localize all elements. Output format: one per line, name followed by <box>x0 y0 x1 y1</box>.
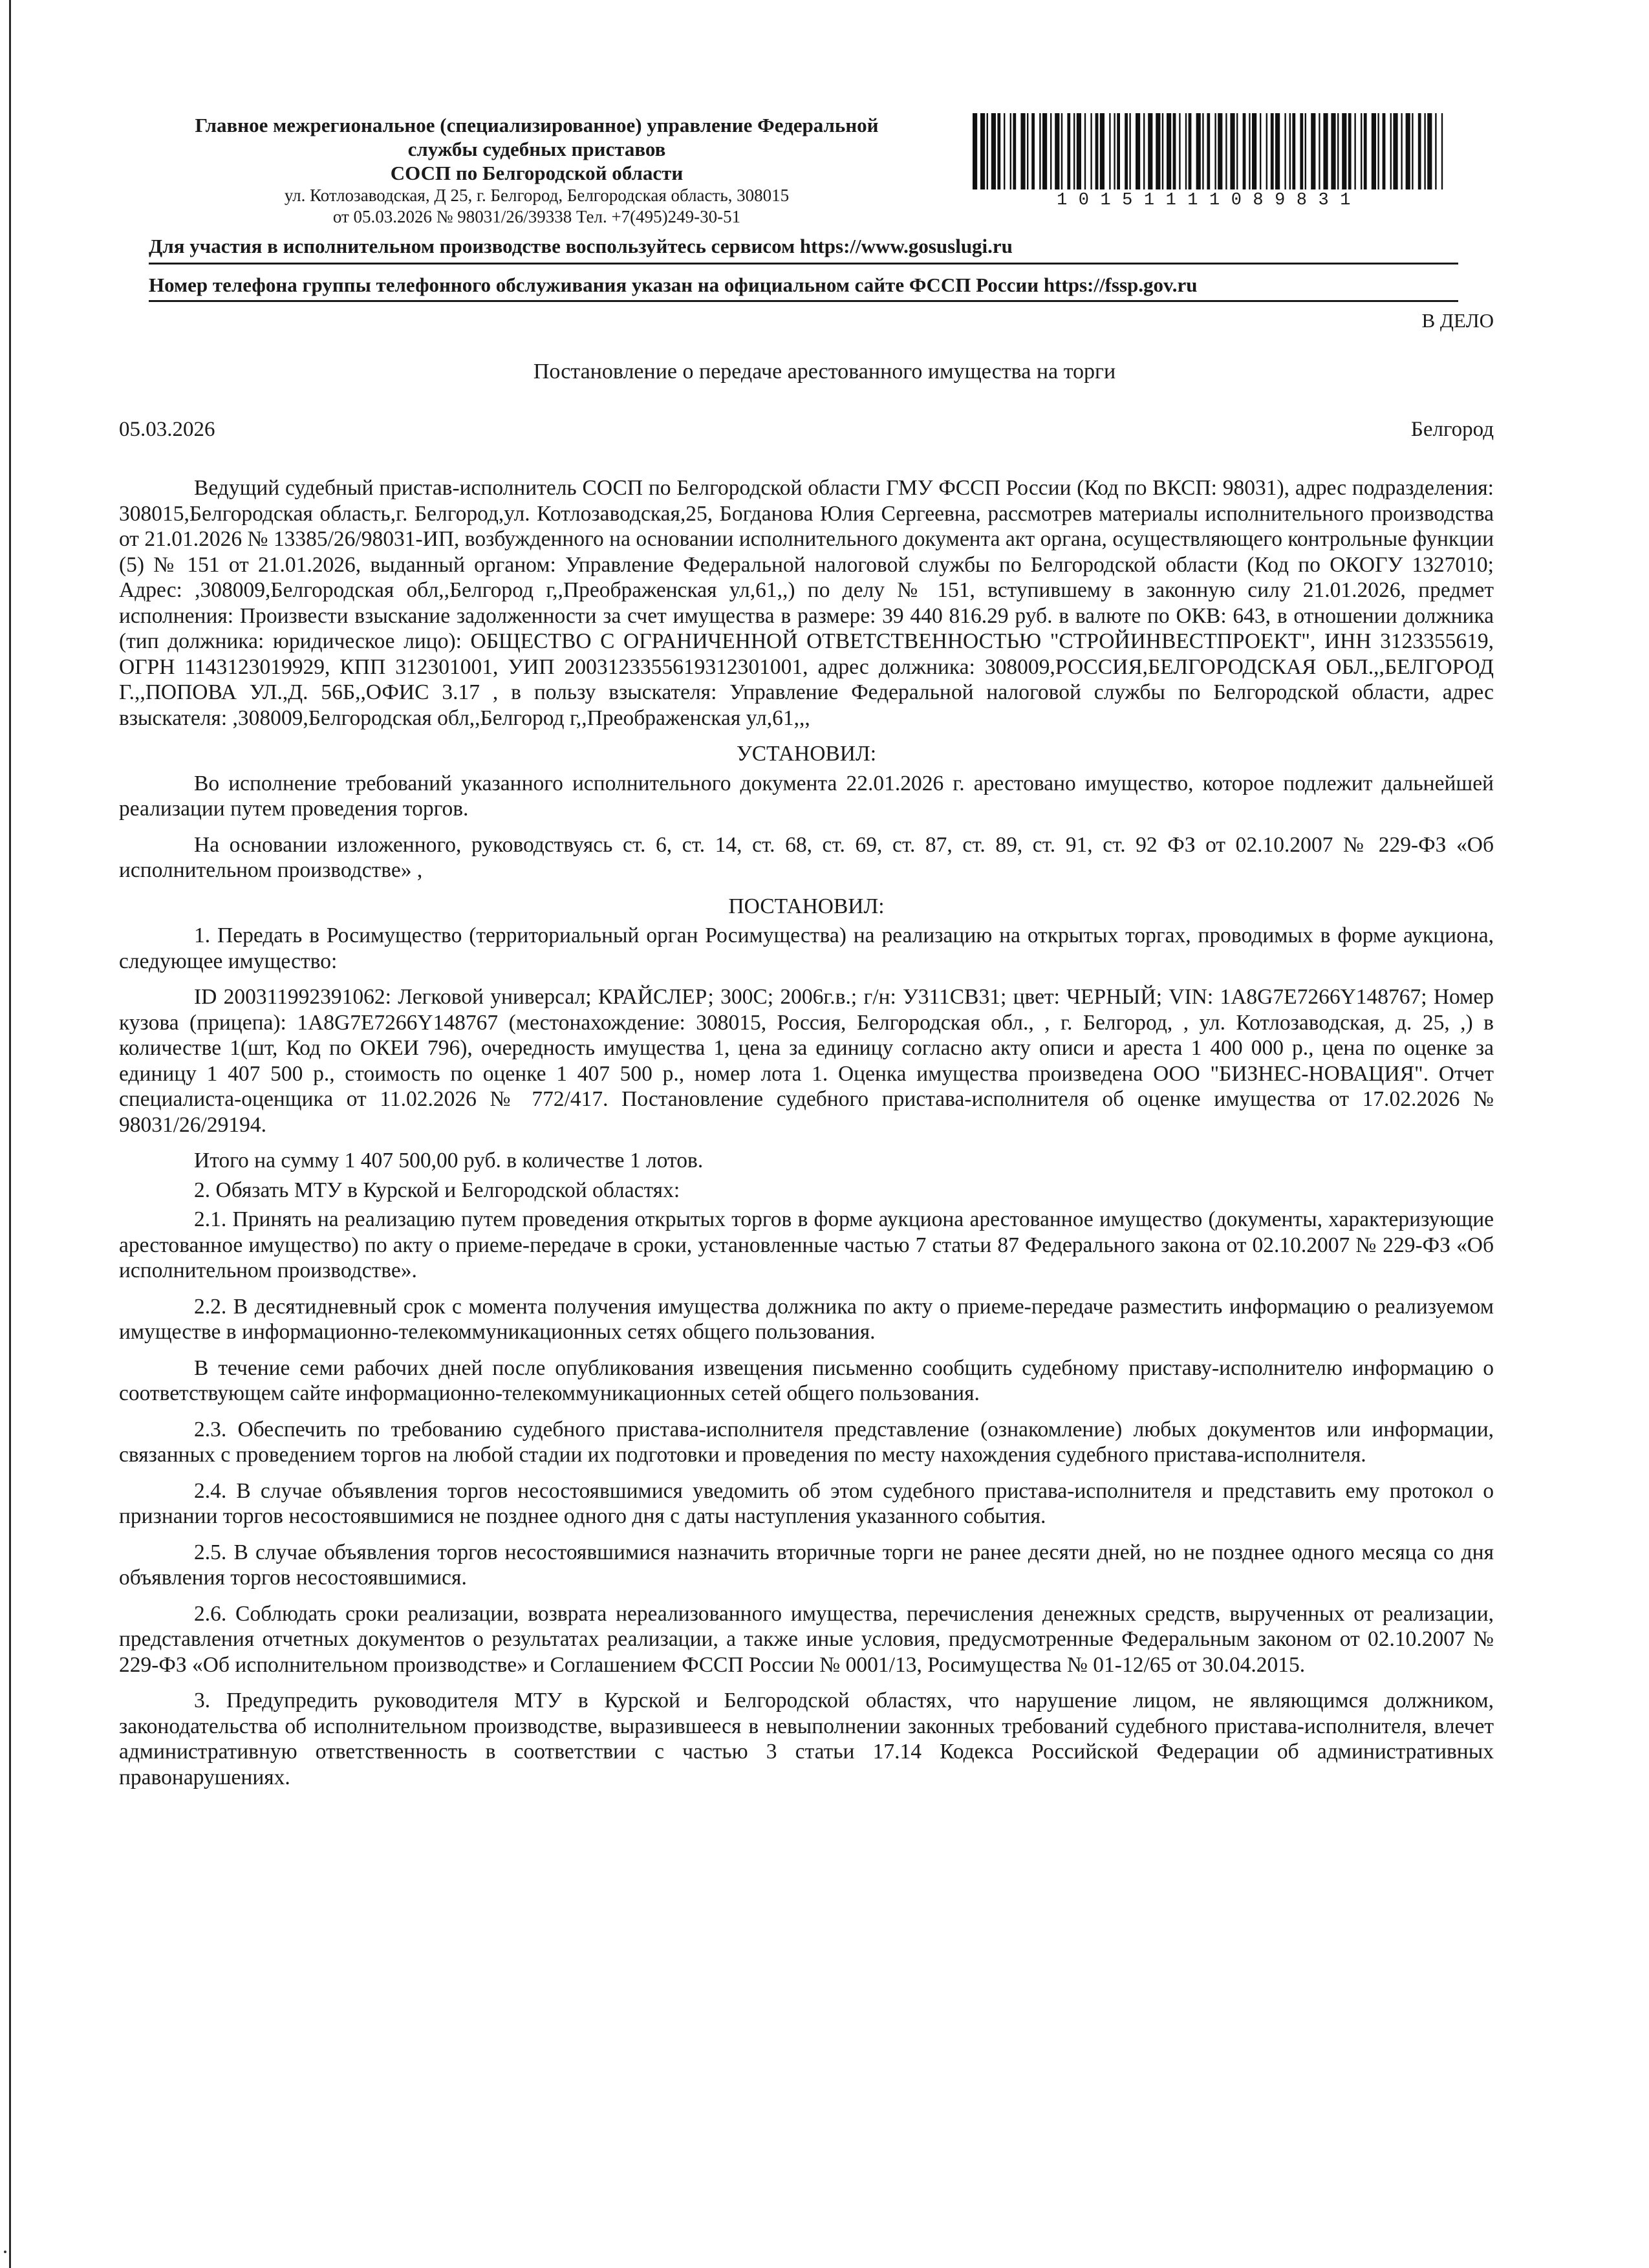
barcode-bar <box>1348 113 1352 189</box>
barcode-bar <box>1361 113 1362 189</box>
barcode-bar <box>1305 113 1306 189</box>
barcode-bar <box>1271 113 1274 189</box>
resolution-item-2-4: 2.4. В случае объявления торгов несостоявшимися уведомить об этом судебного пристава-исполнителя и представить ему протокол о признании торгов несостоявшимися не позднее одного дня с даты наступления указанного события. <box>119 1478 1494 1528</box>
barcode-bar <box>1300 113 1303 189</box>
barcode-bar <box>1230 113 1234 189</box>
barcode-bar <box>1039 113 1040 189</box>
barcode-bar <box>1252 113 1256 189</box>
scan-dot <box>4 2251 6 2253</box>
barcode-bar <box>1364 113 1367 189</box>
barcode-bar <box>1173 113 1176 189</box>
org-address: ул. Котлозаводская, Д 25, г. Белгород, Белгородская область, 308015 <box>284 186 790 205</box>
barcode-bar <box>1266 113 1267 189</box>
filing-mark: В ДЕЛО <box>1421 309 1494 332</box>
resolution-item-1: 1. Передать в Росимущество (территориальный орган Росимущества) на реализацию на открытых торгах, проводимых в форме аукциона, следующее имущество: <box>119 923 1494 973</box>
barcode-bar <box>1243 113 1246 189</box>
barcode-bar <box>1289 113 1291 189</box>
barcode-bar <box>1311 113 1315 189</box>
barcode-bar <box>1117 113 1120 189</box>
barcode-bar <box>1260 113 1261 189</box>
barcode-bar <box>1129 113 1130 189</box>
barcode-bar <box>1354 113 1355 189</box>
barcode-bar <box>1050 113 1051 189</box>
barcode-bar <box>1042 113 1047 189</box>
resolution-item-2-1: 2.1. Принять на реализацию путем проведения открытых торгов в форме аукциона арестованное имущество (документы, характеризующие арестованное имущество) по акту о приеме-передаче в сроки, установленные частью 7 статьи 87 Федерального закона от 02.10.2007 № 229-ФЗ «Об исполнительном производстве». <box>119 1207 1494 1282</box>
document-body <box>119 475 1494 1800</box>
barcode-bar <box>1427 113 1432 189</box>
barcode-bar <box>1319 113 1320 189</box>
barcode-bar <box>1406 113 1410 189</box>
barcode-bar <box>1383 113 1386 189</box>
barcode-bar <box>1185 113 1187 189</box>
barcode-bar <box>1225 113 1227 189</box>
barcode-bar <box>1010 113 1011 189</box>
fssp-phone-notice: Номер телефона группы телефонного обслуживания указан на официальном сайте ФССП России https://fssp.gov.ru <box>149 274 1198 296</box>
barcode-bar <box>1435 113 1436 189</box>
barcode-bar <box>1249 113 1250 189</box>
barcode-bar <box>1189 113 1192 189</box>
gosuslugi-notice: Для участия в исполнительном производстве воспользуйтесь сервисом https://www.gosuslugi.ru <box>149 235 1013 257</box>
barcode-bar <box>1055 113 1059 189</box>
barcode-bar <box>1084 113 1086 189</box>
barcode-bar <box>997 113 1000 189</box>
lot-total: Итого на сумму 1 407 500,00 руб. в количестве 1 лотов. <box>194 1149 704 1172</box>
barcode-bar <box>1218 113 1222 189</box>
barcode-bar <box>1090 113 1092 189</box>
barcode-bar <box>1067 113 1070 189</box>
resolution-item-2: 2. Обязать МТУ в Курской и Белгородской областях: <box>194 1178 680 1202</box>
resolution-item-2-6: 2.6. Соблюдать сроки реализации, возврата нереализованного имущества, перечисления денежных средств, вырученных от реализации, представления отчетных документов о результатах реализации, а также иные условия, предусмотренные Федеральным законом от 02.10.2007 № 229-ФЗ «Об исполнительном производстве» и Соглашением ФССП России № 0001/13, Росимущества № 01-12/65 от 30.04.2015. <box>119 1601 1494 1677</box>
barcode-bar <box>1418 113 1421 189</box>
barcode-bar <box>1331 113 1335 189</box>
resolution-item-3: 3. Предупредить руководителя МТУ в Курской и Белгородской областях, что нарушение лицом, не являющимся должником, законодательства об исполнительном производстве, выразившееся в невыполнении законных требований судебного пристава-исполнителя, влечет административную ответственность в соответствии с частью 3 статьи 17.14 Кодекса Российской Федерации об административных правонарушениях. <box>119 1689 1494 1789</box>
header-divider-top <box>149 263 1458 265</box>
barcode-bar <box>1061 113 1062 189</box>
barcode-bar <box>1004 113 1005 189</box>
heading-established: УСТАНОВИЛ: <box>737 742 876 766</box>
barcode-bar <box>1393 113 1397 189</box>
org-name-line-3: СОСП по Белгородской области <box>390 162 684 184</box>
barcode-bar <box>1095 113 1099 189</box>
property-description: ID 200311992391062: Легковой универсал; КРАЙСЛЕР; 300С; 2006г.в.; г/н: У311СВ31; цвет: ЧЕРНЫЙ; VIN: 1A8G7E7266Y148767; Номер кузова (прицепа): 1A8G7E7266Y148767 (местонахождение: 308015, Россия, Белгородская обл., , г. Белгород, , ул. Котлозаводская, д. 25, ,) в количестве 1(шт, Код по ОКЕИ 796), очередность имущества 1, цена за единицу согласно акту описи и ареста 1 400 000 р., цена по оценке за единицу 1 407 500 р., стоимость по оценке 1 407 500 р., номер лота 1. Оценка имущества произведена ООО "БИЗНЕС-НОВАЦИЯ". Отчет специалиста-оценщика от 11.02.2026 № 772/417. Постановление судебного пристава-исполнителя об оценке имущества от 17.02.2026 № 98031/26/29194. <box>119 985 1494 1137</box>
barcode-bar <box>1202 113 1203 189</box>
intro-paragraph: Ведущий судебный пристав-исполнитель СОСП по Белгородской области ГМУ ФССП России (Код по ВКСП: 98031), адрес подразделения: 308015,Белгородская область,г. Белгород,ул. Котлозаводская,25, Богданова Юлия Сергеевна, рассмотрев материалы исполнительного производства от 21.01.2026 № 13385/26/98031-ИП, возбужденного на основании исполнительного документа акт органа, осуществляющего контрольные функции (5) № 151 от 21.01.2026, выданный органом: Управление Федеральной налоговой службы по Белгородской области (Код по ОКОГУ 1327010; Адрес: ,308009,Белгородская обл,,Белгород г,,Преображенская ул,61,,) по делу № 151, вступившему в законную силу 21.01.2026, предмет исполнения: Произвести взыскание задолженности за счет имущества в размере: 39 440 816.29 руб. в валюте по ОКВ: 643, в отношении должника (тип должника: юридическое лицо): ОБЩЕСТВО С ОГРАНИЧЕННОЙ ОТВЕТСТВЕННОСТЬЮ "СТРОЙИНВЕСТПРОЕКТ", ИНН 3123355619, ОГРН 1143123019929, КПП 312301001, УИП 2003123355619312301001, адрес должника: 308009,РОССИЯ,БЕЛГОРОДСКАЯ ОБЛ.,,БЕЛГОРОД Г.,,ПОПОВА УЛ.,Д. 56Б,,ОФИС 3.17 , в пользу взыскателя: Управление Федеральной налоговой службы по Белгородской области, адрес взыскателя: ,308009,Белгородская обл,,Белгород г,,Преображенская ул,61,,, <box>119 476 1494 730</box>
barcode-bar <box>1125 113 1128 189</box>
document-title: Постановление о передаче арестованного имущества на торги <box>533 360 1116 383</box>
org-name-line-2: службы судебных приставов <box>407 138 666 160</box>
barcode-bar <box>1441 113 1443 189</box>
barcode-bar <box>1136 113 1140 189</box>
resolution-item-2-3: 2.3. Обеспечить по требованию судебного пристава-исполнителя представление (ознакомление) любых документов или информации, связанных с проведением торгов на любой стадии их подготовки и проведения по месту нахождения судебного пристава-исполнителя. <box>119 1417 1494 1467</box>
barcode-bar <box>1143 113 1145 189</box>
barcode-bar <box>1207 113 1210 189</box>
barcode-bar <box>987 113 988 189</box>
issuing-organization <box>116 113 957 228</box>
document-city: Белгород <box>1410 418 1494 441</box>
heading-resolved: ПОСТАНОВИЛ: <box>728 894 885 918</box>
barcode-bar <box>1390 113 1392 189</box>
barcode-bar <box>1100 113 1105 189</box>
barcode-bar <box>1196 113 1201 189</box>
barcode-bar <box>1031 113 1035 189</box>
established-paragraph-1: Во исполнение требований указанного исполнительного документа 22.01.2026 г. арестовано имущество, которое подлежит дальнейшей реализации путем проведения торгов. <box>119 771 1494 821</box>
scan-edge-line <box>9 0 11 2268</box>
barcode-bar <box>1401 113 1402 189</box>
barcode-bar <box>1412 113 1413 189</box>
barcode-bar <box>1377 113 1379 189</box>
barcode-image <box>970 113 1449 189</box>
barcode-bar <box>1156 113 1160 189</box>
established-paragraph-2: На основании изложенного, руководствуясь ст. 6, ст. 14, ст. 68, ст. 69, ст. 87, ст. 89, ст. 91, ст. 92 ФЗ от 02.10.2007 № 229-ФЗ «Об исполнительном производстве» , <box>119 832 1494 882</box>
barcode-block <box>970 113 1449 210</box>
barcode-bar <box>1323 113 1328 189</box>
barcode-bar <box>1073 113 1075 189</box>
barcode-bar <box>1020 113 1025 189</box>
barcode-number: 10151111089831 <box>1057 191 1362 210</box>
barcode-bar <box>1342 113 1346 189</box>
barcode-bar <box>1372 113 1376 189</box>
registration-info: от 05.03.2026 № 98031/26/39338 Тел. +7(495)249-30-51 <box>332 207 741 226</box>
org-name-line-1: Главное межрегиональное (специализированное) управление Федеральной <box>195 114 879 136</box>
resolution-item-2-2-notice: В течение семи рабочих дней после опубликования извещения письменно сообщить судебному приставу-исполнителю информацию о соответствующем сайте информационно-телекоммуникационных сетей общего пользования. <box>119 1355 1494 1405</box>
barcode-bar <box>1162 113 1163 189</box>
barcode-bar <box>1275 113 1280 189</box>
barcode-bar <box>1109 113 1110 189</box>
barcode-bar <box>1424 113 1425 189</box>
barcode-bar <box>1214 113 1216 189</box>
barcode-bar <box>1167 113 1171 189</box>
header-divider-bottom <box>149 300 1458 302</box>
barcode-bar <box>1337 113 1339 189</box>
resolution-item-2-2: 2.2. В десятидневный срок с момента получения имущества должника по акту о приеме-передаче разместить информацию о реализуемом имуществе в информационно-телекоммуникационных сетях общего пользования. <box>119 1294 1494 1344</box>
barcode-bar <box>1236 113 1238 189</box>
document-date: 05.03.2026 <box>119 418 215 441</box>
barcode-bar <box>1179 113 1180 189</box>
barcode-bar <box>1284 113 1286 189</box>
barcode-bar <box>980 113 985 189</box>
barcode-bar <box>1077 113 1081 189</box>
barcode-bar <box>1013 113 1016 189</box>
barcode-bar <box>1114 113 1115 189</box>
barcode-bar <box>1027 113 1028 189</box>
barcode-bar <box>991 113 996 189</box>
barcode-bar <box>1292 113 1295 189</box>
barcode-bar <box>1148 113 1152 189</box>
resolution-item-2-5: 2.5. В случае объявления торгов несостоявшимися назначить вторичные торги не ранее десяти дней, но не позднее одного месяца со дня объявления торгов несостоявшимися. <box>119 1540 1494 1590</box>
barcode-bar <box>973 113 977 189</box>
